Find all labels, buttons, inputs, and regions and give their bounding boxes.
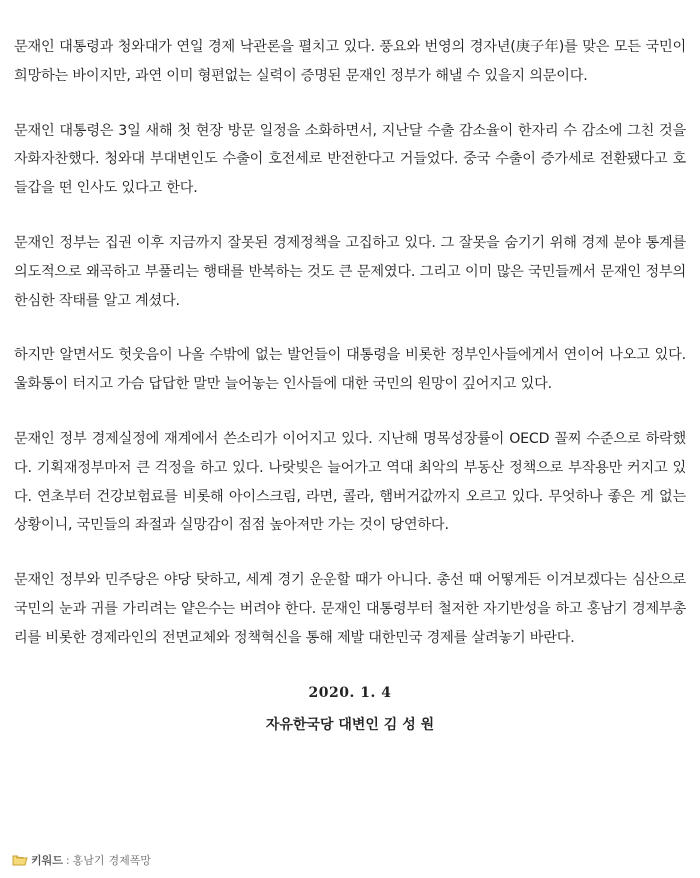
folder-icon [12, 854, 28, 866]
article-paragraph-2: 문재인 대통령은 3일 새해 첫 현장 방문 일정을 소화하면서, 지난달 수출 감소율이 한자리 수 감소에 그친 것을 자화자찬했다. 청와대 부대변인도 수출이 호전세로 반전한다고 거들었다. 중국 수출이 증가세로 전환됐다고 호들갑을 떤 인사도 있다고 한다. [14, 122, 686, 197]
author-line: 자유한국당 대변인 김 성 원 [265, 716, 435, 733]
signature-block [14, 677, 686, 741]
keyword-bar [12, 848, 155, 872]
article-paragraph-4: 하지만 알면서도 헛웃음이 나올 수밖에 없는 발언들이 대통령을 비롯한 정부인사들에게서 연이어 나오고 있다. 울화통이 터지고 가슴 답답한 말만 늘어놓는 인사들에 대한 국민의 원망이 깊어지고 있다. [14, 347, 686, 393]
keyword-separator: : [65, 853, 70, 867]
article-paragraph-3: 문재인 정부는 집권 이후 지금까지 잘못된 경제정책을 고집하고 있다. 그 잘못을 숨기기 위해 경제 분야 통계를 의도적으로 왜곡하고 부풀리는 행태를 반복하는 것도 큰 문제였다. 그리고 이미 많은 국민들께서 문재인 정부의 한심한 작태를 알고 계셨다. [14, 234, 686, 309]
article-body [14, 33, 686, 741]
keyword-link-2[interactable]: 경제폭망 [108, 854, 152, 867]
article-paragraph-6: 문재인 정부와 민주당은 야당 탓하고, 세계 경기 운운할 때가 아니다. 총선 때 어떻게든 이겨보겠다는 심산으로 국민의 눈과 귀를 가리려는 얕은수는 버려야 한다. 문재인 대통령부터 철저한 자기반성을 하고 홍남기 경제부총리를 비롯한 경제라인의 전면교체와 정책혁신을 통해 제발 대한민국 경제를 살려놓기 바란다. [14, 572, 686, 646]
keyword-label: 키워드 [31, 854, 63, 867]
keyword-link-1[interactable]: 홍남기 [72, 854, 105, 867]
article-paragraph-5: 문재인 정부 경제실정에 재계에서 쓴소리가 이어지고 있다. 지난해 명목성장률이 OECD 꼴찌 수준으로 하락했다. 기획재정부마저 큰 걱정을 하고 있다. 나랏빚은 늘어가고 역대 최악의 부동산 정책으로 부작용만 커지고 있다. 연초부터 건강보험료를 비롯해 아이스크림, 라면, 콜라, 햄버거값까지 오르고 있다. 무엇하나 좋은 게 없는 상황이니, 국민들의 좌절과 실망감이 점점 높아져만 가는 것이 당연하다. [14, 430, 686, 534]
release-date: 2020. 1. 4 [308, 684, 392, 701]
article-paragraph-1: 문재인 대통령과 청와대가 연일 경제 낙관론을 펼치고 있다. 풍요와 번영의 경자년(庚子年)를 맞은 모든 국민이 희망하는 바이지만, 과연 이미 형편없는 실력이 증명된 문재인 정부가 해낼 수 있을지 의문이다. [14, 39, 686, 84]
